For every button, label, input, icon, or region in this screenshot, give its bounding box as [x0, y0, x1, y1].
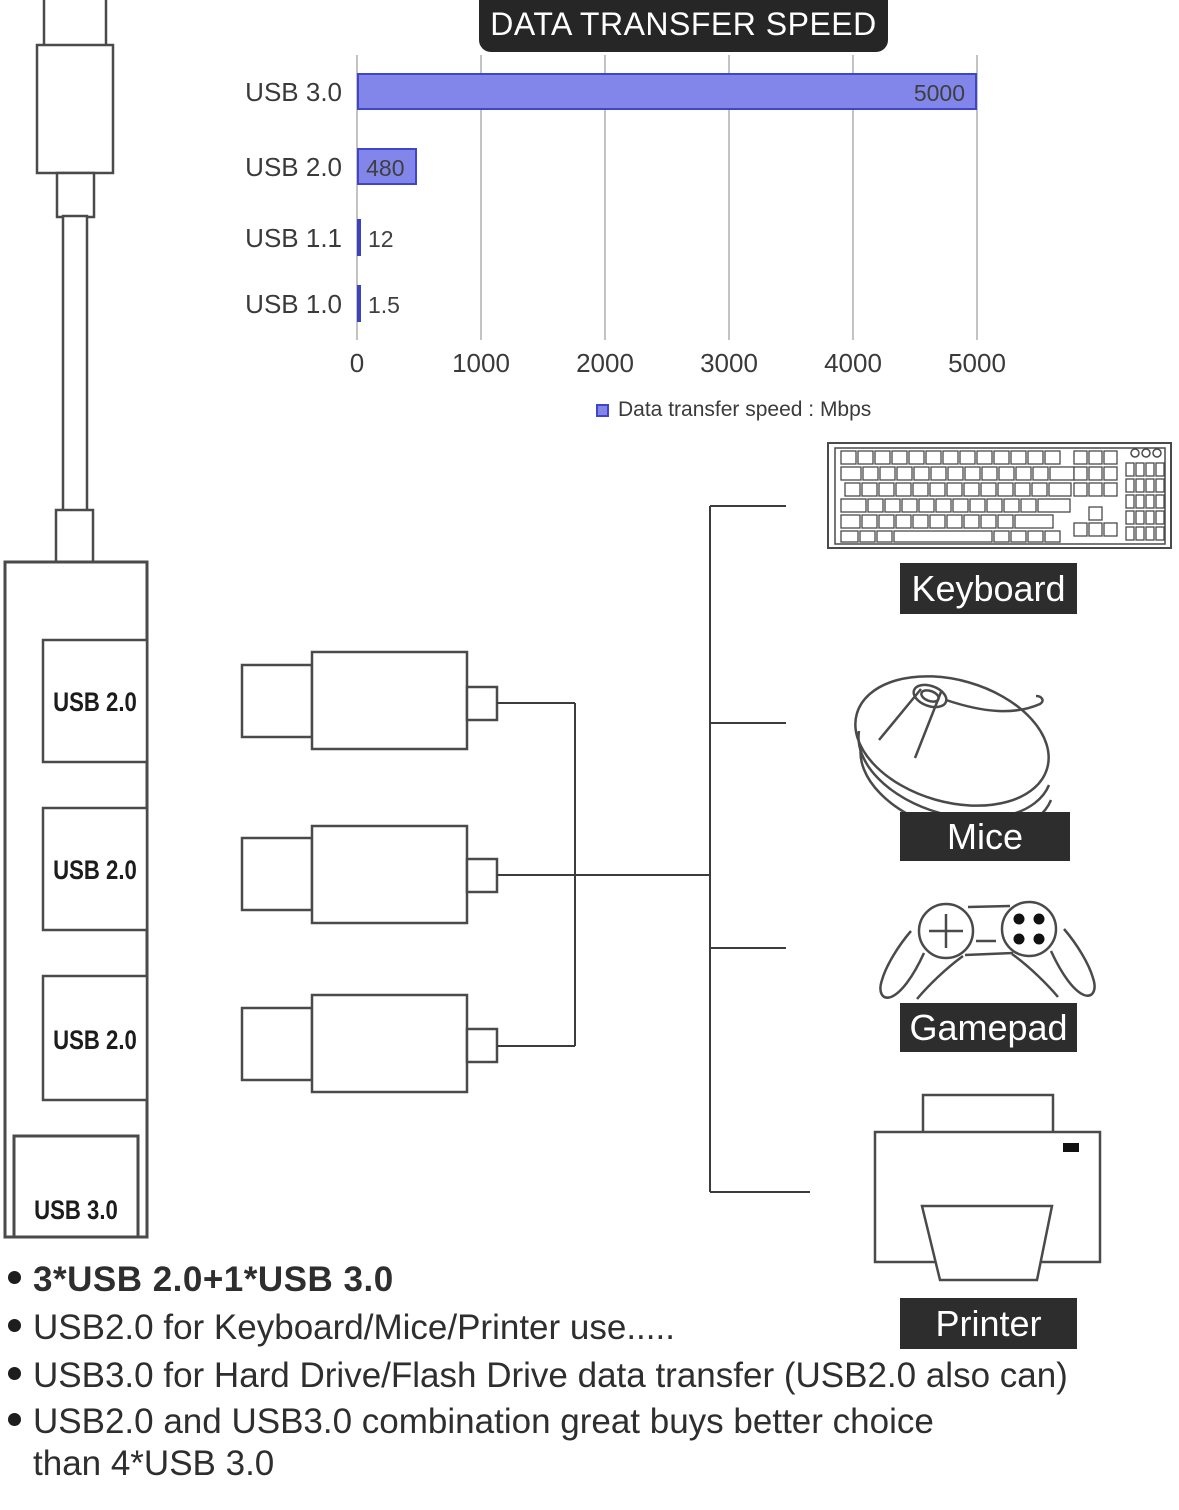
bullet-dot-icon [8, 1413, 21, 1426]
bullet-dot-icon [8, 1319, 21, 1332]
keyboard-icon [828, 443, 1171, 548]
gamepad-icon [880, 902, 1094, 999]
hub-port-label-usb3: USB 3.0 [34, 1194, 118, 1225]
bullet-usb2-use: USB2.0 for Keyboard/Mice/Printer use..... [8, 1306, 1173, 1350]
chart-title: DATA TRANSFER SPEED [479, 0, 888, 52]
usb-connector-3 [242, 995, 497, 1092]
x-tick-label: 2000 [576, 348, 634, 378]
hub-port-label-usb2-3: USB 2.0 [53, 1024, 137, 1055]
x-tick-label: 4000 [824, 348, 882, 378]
bullet-combination-line2: than 4*USB 3.0 [33, 1444, 275, 1483]
category-label: USB 1.0 [245, 289, 342, 319]
usb-connector-2 [242, 826, 497, 923]
bullet-dot-icon [8, 1271, 21, 1284]
x-tick-label: 0 [349, 348, 365, 378]
printer-label: Printer [900, 1298, 1077, 1349]
usb-connector-1 [242, 652, 497, 749]
mouse-icon [840, 655, 1064, 834]
category-label: USB 1.1 [245, 223, 342, 253]
bar-value-label: 1.5 [368, 292, 400, 318]
bar-value-label: 5000 [913, 80, 965, 106]
category-label: USB 3.0 [245, 77, 342, 107]
x-tick-label: 5000 [948, 348, 1006, 378]
hub-port-label-usb2-1: USB 2.0 [53, 686, 137, 717]
bullet-ports: 3*USB 2.0+1*USB 3.0 [8, 1258, 1173, 1302]
mice-label: Mice [900, 812, 1070, 861]
gamepad-label: Gamepad [900, 1003, 1077, 1052]
printer-icon [875, 1095, 1100, 1280]
bar-value-label: 12 [368, 226, 394, 252]
x-tick-label: 3000 [700, 348, 758, 378]
bar-value-label: 480 [366, 155, 405, 181]
usb-cable [63, 216, 87, 511]
legend-label: Data transfer speed : Mbps [618, 398, 872, 421]
bullet-combination: USB2.0 and USB3.0 combination great buys better choice [8, 1400, 1173, 1444]
category-label: USB 2.0 [245, 152, 342, 182]
hub-port-label-usb2-2: USB 2.0 [53, 854, 137, 885]
hub-body [5, 562, 147, 1237]
bullet-usb3-use: USB3.0 for Hard Drive/Flash Drive data transfer (USB2.0 also can) [8, 1354, 1173, 1398]
usb-plug-top [37, 0, 113, 562]
keyboard-label: Keyboard [900, 563, 1077, 614]
bullet-dot-icon [8, 1367, 21, 1380]
connection-lines [497, 506, 810, 1192]
x-tick-label: 1000 [452, 348, 510, 378]
